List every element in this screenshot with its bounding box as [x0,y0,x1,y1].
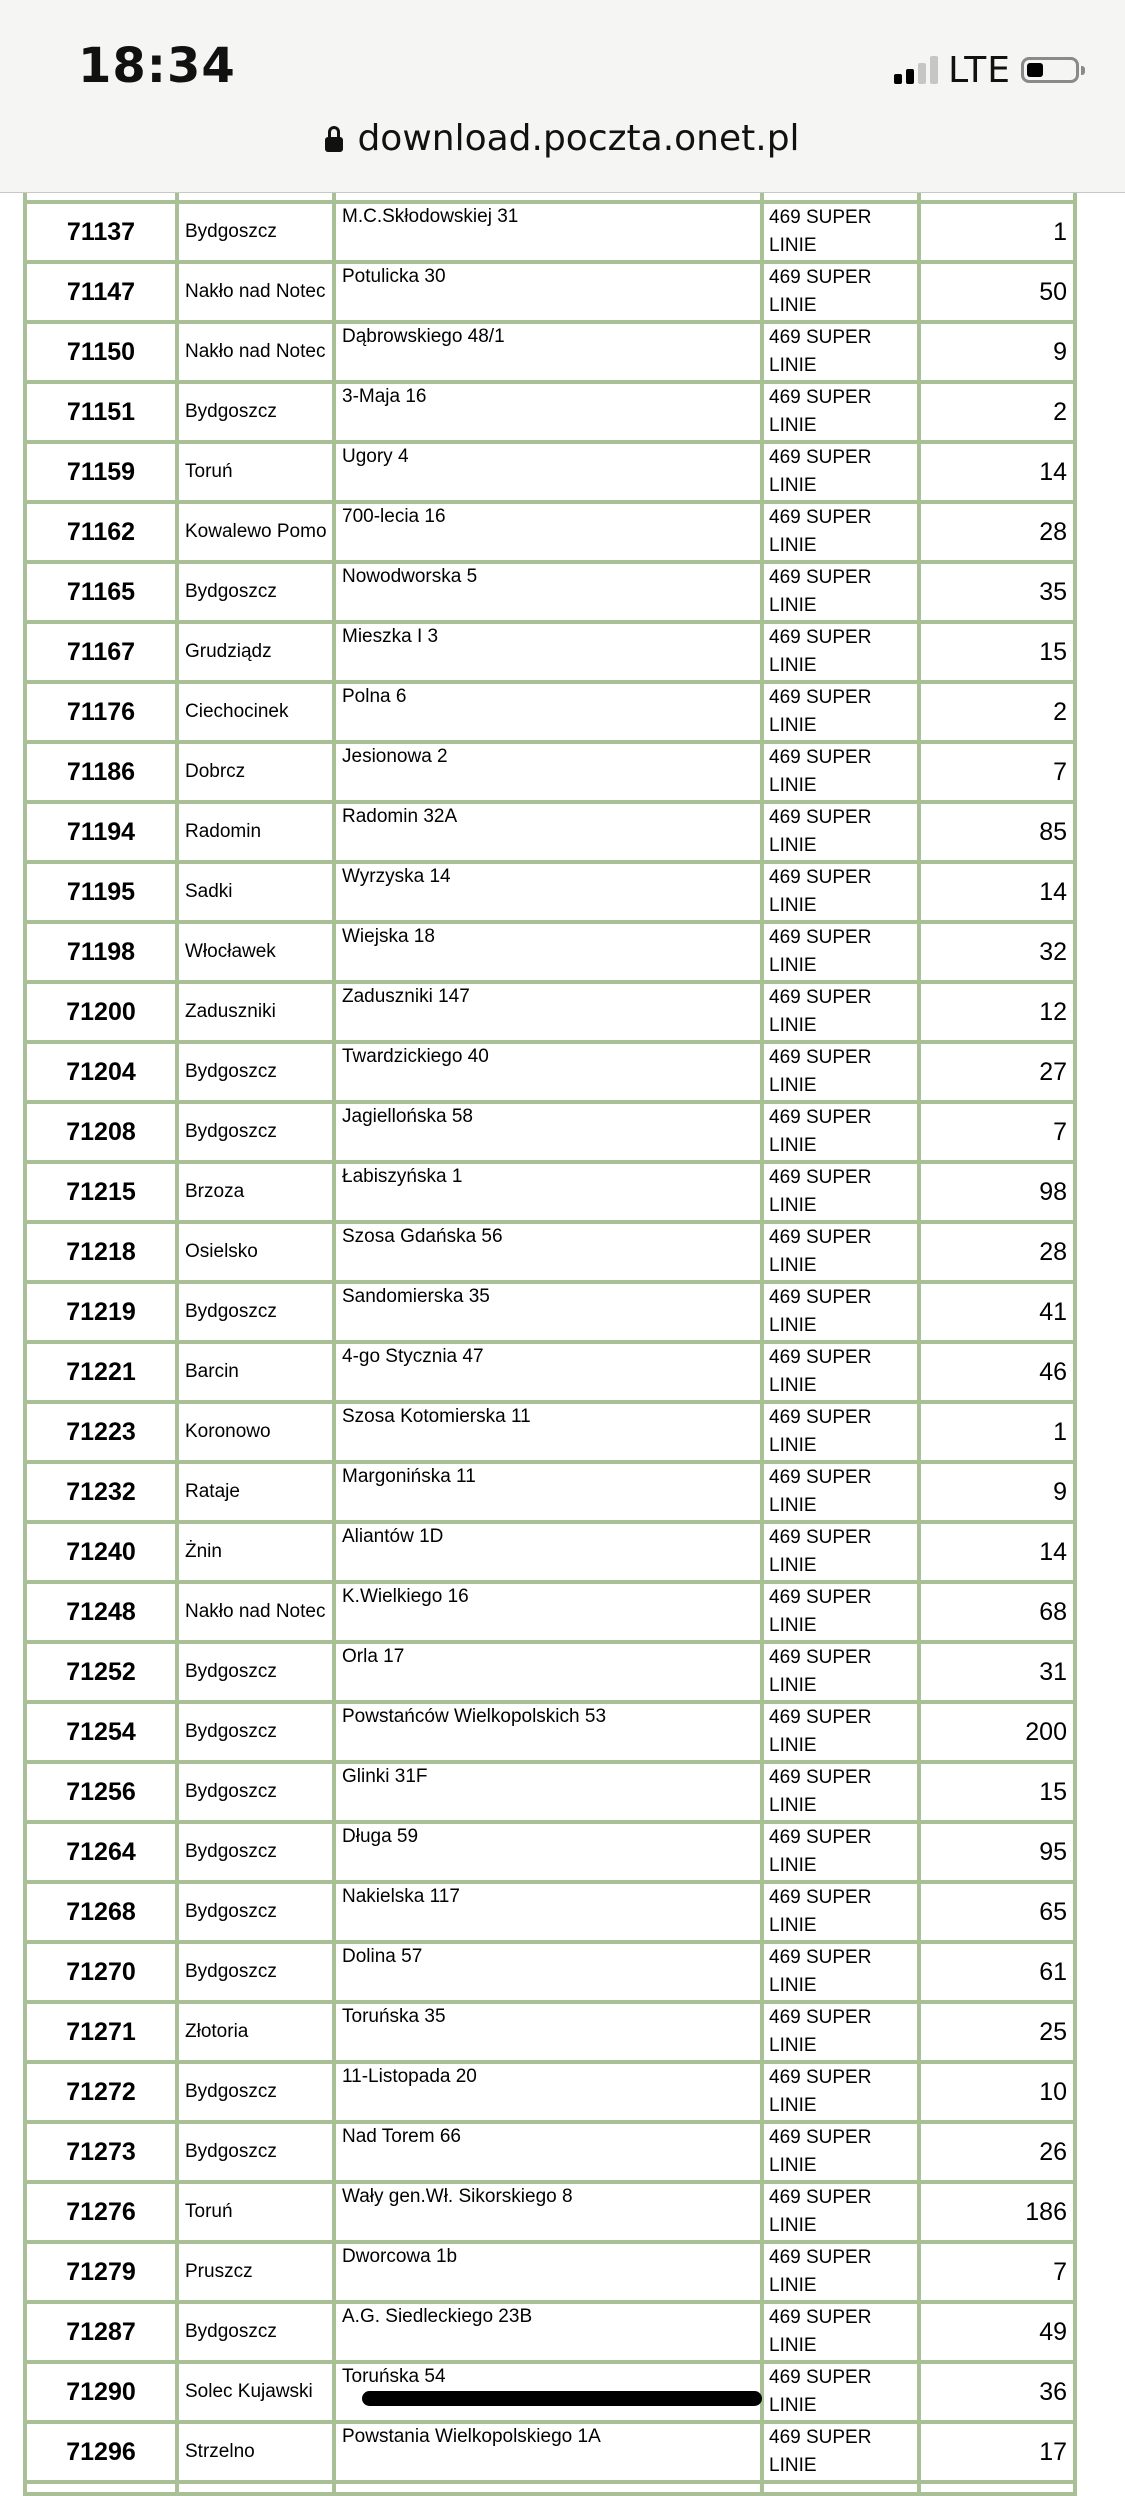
cell-address: 3-Maja 16 [334,382,762,442]
table-row [25,1762,1075,1822]
cell-id: 71296 [25,2422,177,2482]
cell-id: 71194 [25,802,177,862]
cell-quantity: 25 [919,2002,1075,2062]
table-row [25,2302,1075,2362]
cell-address: Długa 59 [334,1822,762,1882]
cell-quantity: 15 [919,1762,1075,1822]
cell-id: 71254 [25,1702,177,1762]
table-row [25,1162,1075,1222]
cell-address: Orla 17 [334,1642,762,1702]
cell-address: A.G. Siedleckiego 23B [334,2302,762,2362]
cell-type: 469 SUPER LINIE [762,382,919,442]
cell-type: 469 SUPER LINIE [762,1042,919,1102]
cell-quantity: 14 [919,862,1075,922]
cell-quantity: 2 [919,682,1075,742]
cell-type: 469 SUPER LINIE [762,562,919,622]
cell-id: 71290 [25,2362,177,2422]
cell-address: Powstania Wielkopolskiego 1A [334,2422,762,2482]
browser-top-bar [0,0,1125,193]
table-row-partial [25,2482,1075,2494]
table-row [25,2182,1075,2242]
cell-id: 71270 [25,1942,177,2002]
cell-city: Bydgoszcz [177,1702,334,1762]
cell-id: 71151 [25,382,177,442]
cell-id: 71279 [25,2242,177,2302]
cell-city: Solec Kujawski [177,2362,334,2422]
cell-city: Osielsko [177,1222,334,1282]
cell-quantity: 2 [919,382,1075,442]
table-row [25,742,1075,802]
cell-id: 71223 [25,1402,177,1462]
cell-city: Bydgoszcz [177,1042,334,1102]
cell-quantity: 1 [919,1402,1075,1462]
cell-type: 469 SUPER LINIE [762,1342,919,1402]
cell-city: Radomin [177,802,334,862]
table-row [25,1582,1075,1642]
table-row [25,1462,1075,1522]
cell-quantity: 1 [919,202,1075,262]
cell-city: Toruń [177,442,334,502]
cell-city: Brzoza [177,1162,334,1222]
table-row [25,1942,1075,2002]
url-text: download.poczta.onet.pl [357,118,800,159]
table-row [25,922,1075,982]
cell-type: 469 SUPER LINIE [762,922,919,982]
table-row [25,1402,1075,1462]
cell-city: Nakło nad Notec [177,262,334,322]
address-bar[interactable] [0,118,1125,159]
cell-address: Wiejska 18 [334,922,762,982]
table-row [25,1822,1075,1882]
table-row [25,322,1075,382]
cell-address: M.C.Skłodowskiej 31 [334,202,762,262]
cell-type: 469 SUPER LINIE [762,742,919,802]
cell-type: 469 SUPER LINIE [762,1882,919,1942]
cell-quantity: 65 [919,1882,1075,1942]
cell-type: 469 SUPER LINIE [762,1702,919,1762]
cell-city: Bydgoszcz [177,2302,334,2362]
cell-city: Bydgoszcz [177,1762,334,1822]
cell-quantity: 9 [919,1462,1075,1522]
cell-id: 71221 [25,1342,177,1402]
cell-type: 469 SUPER LINIE [762,1102,919,1162]
cell-id: 71176 [25,682,177,742]
cell-address: Potulicka 30 [334,262,762,322]
cell-address: Wyrzyska 14 [334,862,762,922]
cell-type: 469 SUPER LINIE [762,682,919,742]
cell-quantity: 31 [919,1642,1075,1702]
table-row [25,1702,1075,1762]
cell-quantity: 27 [919,1042,1075,1102]
cell-id: 71150 [25,322,177,382]
cell-city: Bydgoszcz [177,1942,334,2002]
cell-quantity: 68 [919,1582,1075,1642]
cell-quantity: 7 [919,2242,1075,2302]
cell-id: 71186 [25,742,177,802]
cell-address: Sandomierska 35 [334,1282,762,1342]
table-row [25,502,1075,562]
cell-address: 11-Listopada 20 [334,2062,762,2122]
cell-address: Toruńska 54 [334,2362,762,2422]
cell-city: Ciechocinek [177,682,334,742]
cell-type: 469 SUPER LINIE [762,2122,919,2182]
cell-type: 469 SUPER LINIE [762,442,919,502]
table-row [25,862,1075,922]
cell-quantity: 41 [919,1282,1075,1342]
data-table [23,188,1069,2496]
cell-address: Wały gen.Wł. Sikorskiego 8 [334,2182,762,2242]
cell-city: Nakło nad Notec [177,1582,334,1642]
cell-city: Bydgoszcz [177,1642,334,1702]
cell-city: Kowalewo Pomo [177,502,334,562]
cell-id: 71165 [25,562,177,622]
cell-quantity: 35 [919,562,1075,622]
cell-type: 469 SUPER LINIE [762,862,919,922]
cell-city: Grudziądz [177,622,334,682]
cell-address: Toruńska 35 [334,2002,762,2062]
table-row [25,1282,1075,1342]
cell-id: 71271 [25,2002,177,2062]
cell-city: Strzelno [177,2422,334,2482]
signal-icon [894,56,938,84]
table-row [25,2422,1075,2482]
cell-address: Nad Torem 66 [334,2122,762,2182]
cell-city: Włocławek [177,922,334,982]
cell-id: 71195 [25,862,177,922]
cell-type: 469 SUPER LINIE [762,2422,919,2482]
cell-quantity: 14 [919,1522,1075,1582]
cell-city: Bydgoszcz [177,1102,334,1162]
cell-type: 469 SUPER LINIE [762,1522,919,1582]
cell-type: 469 SUPER LINIE [762,1402,919,1462]
cell-type: 469 SUPER LINIE [762,1762,919,1822]
cell-address: Szosa Gdańska 56 [334,1222,762,1282]
cell-id: 71240 [25,1522,177,1582]
cell-city: Żnin [177,1522,334,1582]
cell-city: Bydgoszcz [177,202,334,262]
cell-id: 71252 [25,1642,177,1702]
table-row [25,562,1075,622]
table-row [25,262,1075,322]
cell-quantity: 26 [919,2122,1075,2182]
cell-type: 469 SUPER LINIE [762,2062,919,2122]
cell-id: 71215 [25,1162,177,1222]
table-row [25,1342,1075,1402]
table-row [25,382,1075,442]
cell-city: Toruń [177,2182,334,2242]
cell-quantity: 28 [919,1222,1075,1282]
cell-id: 71147 [25,262,177,322]
cell-id: 71232 [25,1462,177,1522]
cell-city: Koronowo [177,1402,334,1462]
cell-id: 71248 [25,1582,177,1642]
status-time: 18:34 [78,38,236,94]
cell-type: 469 SUPER LINIE [762,802,919,862]
cell-quantity: 95 [919,1822,1075,1882]
cell-id: 71198 [25,922,177,982]
table-row [25,2002,1075,2062]
cell-quantity: 61 [919,1942,1075,2002]
cell-city: Bydgoszcz [177,2062,334,2122]
cell-id: 71200 [25,982,177,1042]
cell-quantity: 46 [919,1342,1075,1402]
table-row [25,802,1075,862]
cell-type: 469 SUPER LINIE [762,262,919,322]
cell-id: 71273 [25,2122,177,2182]
status-indicators [894,50,1079,90]
cell-quantity: 200 [919,1702,1075,1762]
cell-type: 469 SUPER LINIE [762,1462,919,1522]
cell-city: Bydgoszcz [177,382,334,442]
cell-city: Bydgoszcz [177,1882,334,1942]
cell-quantity: 85 [919,802,1075,862]
cell-quantity: 7 [919,742,1075,802]
cell-address: Aliantów 1D [334,1522,762,1582]
cell-address: Powstańców Wielkopolskich 53 [334,1702,762,1762]
table-row [25,622,1075,682]
cell-type: 469 SUPER LINIE [762,1222,919,1282]
cell-quantity: 50 [919,262,1075,322]
cell-address: Dworcowa 1b [334,2242,762,2302]
cell-address: Szosa Kotomierska 11 [334,1402,762,1462]
cell-city: Bydgoszcz [177,1282,334,1342]
cell-id: 71287 [25,2302,177,2362]
cell-city: Bydgoszcz [177,1822,334,1882]
cell-type: 469 SUPER LINIE [762,2302,919,2362]
cell-city: Bydgoszcz [177,562,334,622]
cell-id: 71159 [25,442,177,502]
cell-city: Zaduszniki [177,982,334,1042]
cell-city: Nakło nad Notec [177,322,334,382]
table-row [25,1642,1075,1702]
cell-address: Nowodworska 5 [334,562,762,622]
cell-type: 469 SUPER LINIE [762,1942,919,2002]
cell-city: Rataje [177,1462,334,1522]
cell-id: 71256 [25,1762,177,1822]
table-row [25,1222,1075,1282]
cell-city: Dobrcz [177,742,334,802]
cell-city: Złotoria [177,2002,334,2062]
table-row [25,202,1075,262]
cell-address: Nakielska 117 [334,1882,762,1942]
cell-quantity: 186 [919,2182,1075,2242]
cell-id: 71167 [25,622,177,682]
cell-address: Mieszka I 3 [334,622,762,682]
cell-type: 469 SUPER LINIE [762,622,919,682]
cell-quantity: 10 [919,2062,1075,2122]
cell-type: 469 SUPER LINIE [762,202,919,262]
cell-type: 469 SUPER LINIE [762,2242,919,2302]
table-row [25,442,1075,502]
cell-type: 469 SUPER LINIE [762,322,919,382]
cell-city: Bydgoszcz [177,2122,334,2182]
cell-quantity: 17 [919,2422,1075,2482]
cell-address: K.Wielkiego 16 [334,1582,762,1642]
cell-address: 4-go Stycznia 47 [334,1342,762,1402]
cell-quantity: 7 [919,1102,1075,1162]
cell-address: Zaduszniki 147 [334,982,762,1042]
table-row [25,1042,1075,1102]
cell-quantity: 28 [919,502,1075,562]
cell-address: Glinki 31F [334,1762,762,1822]
cell-address: Jesionowa 2 [334,742,762,802]
cell-id: 71162 [25,502,177,562]
cell-id: 71137 [25,202,177,262]
cell-type: 469 SUPER LINIE [762,2002,919,2062]
table-row [25,982,1075,1042]
cell-city: Sadki [177,862,334,922]
cell-address: Dolina 57 [334,1942,762,2002]
home-indicator[interactable] [362,2391,762,2406]
cell-quantity: 12 [919,982,1075,1042]
table-row [25,2062,1075,2122]
cell-type: 469 SUPER LINIE [762,2362,919,2422]
cell-quantity: 15 [919,622,1075,682]
cell-address: 700-lecia 16 [334,502,762,562]
cell-quantity: 14 [919,442,1075,502]
cell-type: 469 SUPER LINIE [762,1162,919,1222]
cell-id: 71272 [25,2062,177,2122]
cell-quantity: 32 [919,922,1075,982]
cell-address: Radomin 32A [334,802,762,862]
cell-id: 71268 [25,1882,177,1942]
table-row [25,2122,1075,2182]
cell-address: Dąbrowskiego 48/1 [334,322,762,382]
cell-city: Pruszcz [177,2242,334,2302]
cell-address: Polna 6 [334,682,762,742]
lock-icon [325,126,343,152]
cell-id: 71276 [25,2182,177,2242]
cell-quantity: 98 [919,1162,1075,1222]
cell-type: 469 SUPER LINIE [762,1582,919,1642]
cell-id: 71204 [25,1042,177,1102]
cell-type: 469 SUPER LINIE [762,2182,919,2242]
cell-quantity: 49 [919,2302,1075,2362]
battery-icon [1021,57,1079,83]
table-row [25,1522,1075,1582]
cell-address: Ugory 4 [334,442,762,502]
cell-type: 469 SUPER LINIE [762,502,919,562]
cell-type: 469 SUPER LINIE [762,1282,919,1342]
cell-address: Twardzickiego 40 [334,1042,762,1102]
cell-id: 71218 [25,1222,177,1282]
table-row [25,1102,1075,1162]
cell-city: Barcin [177,1342,334,1402]
cell-address: Jagiellońska 58 [334,1102,762,1162]
cell-type: 469 SUPER LINIE [762,1822,919,1882]
cell-quantity: 36 [919,2362,1075,2422]
table-row [25,2242,1075,2302]
cell-id: 71208 [25,1102,177,1162]
table-row [25,682,1075,742]
cell-id: 71219 [25,1282,177,1342]
table-row [25,1882,1075,1942]
network-type: LTE [948,49,1011,91]
cell-address: Margonińska 11 [334,1462,762,1522]
cell-quantity: 9 [919,322,1075,382]
cell-address: Łabiszyńska 1 [334,1162,762,1222]
cell-id: 71264 [25,1822,177,1882]
cell-type: 469 SUPER LINIE [762,1642,919,1702]
cell-type: 469 SUPER LINIE [762,982,919,1042]
